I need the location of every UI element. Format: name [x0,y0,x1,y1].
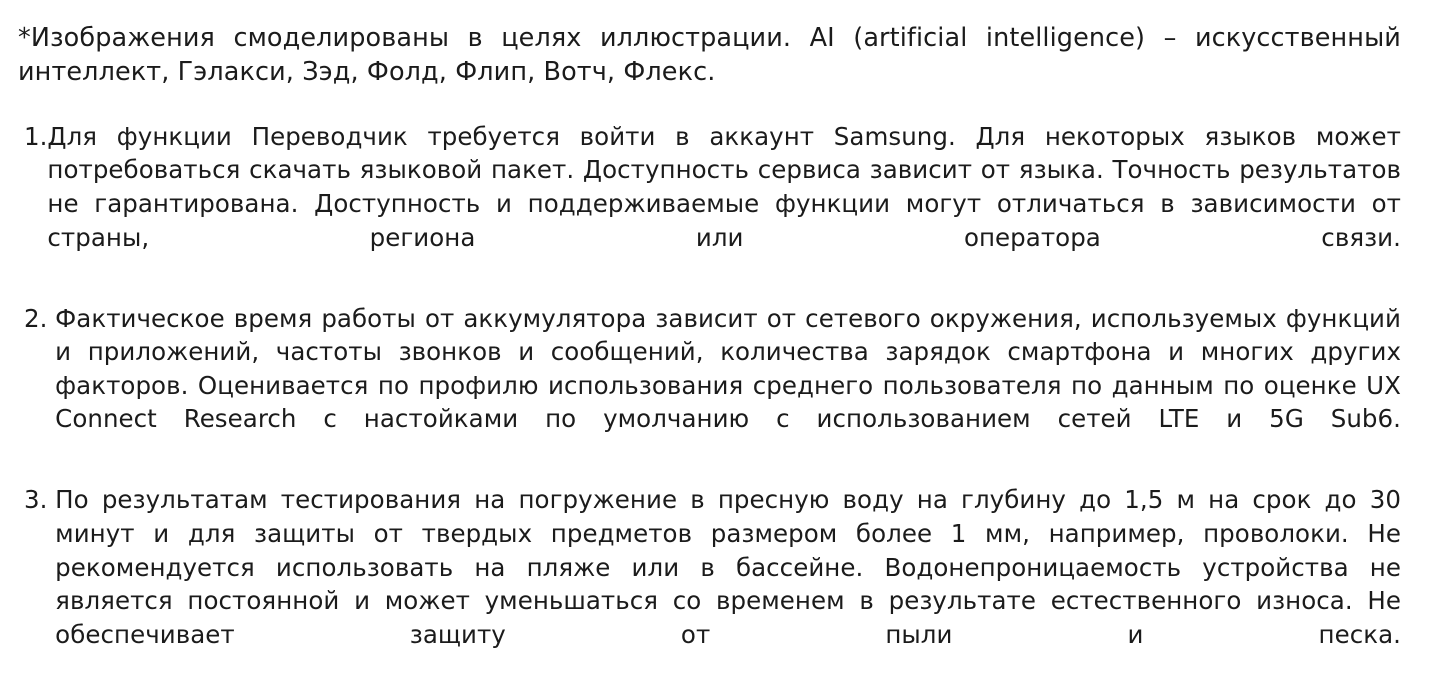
footnote-number: 3. [24,485,56,515]
illustration-disclaimer: *Изображения смоделированы в целях иллюстрации. AI (artificial intelligence) – искусственный интеллект, Гэлакси, Зэд, Фолд, Флип, Вотч, Флекс. [18,23,1401,87]
footnote-text: Для функции Переводчик требуется войти в аккаунт Samsung. Для некоторых языков может потребоваться скачать языковой пакет. Доступность сервиса зависит от языка. Точность результатов не гарантирована. Доступность и поддерживаемые функции могут отличаться в зависимости от страны, региона или оператора связи. [47,121,1401,252]
list-item [18,483,1401,684]
footnote-text: По результатам тестирования на погружение в пресную воду на глубину до 1,5 м на срок до 30 минут и для защиты от твердых предметов размером более 1 мм, например, проволоки. Не рекомендуется использовать на пляже или в бассейне. Водонепроницаемость устройства не является постоянной и может уменьшаться со временем в результате естественного износа. Не обеспечивает защиту от пыли и песка. [55,485,1401,649]
list-item [18,120,1401,288]
footnote-list [18,120,1401,685]
footnote-text: Фактическое время работы от аккумулятора зависит от сетевого окружения, используемых функций и приложений, частоты звонков и сообщений, количества зарядок смартфона и многих других факторов. Оценивается по профилю использования среднего пользователя по данным по оценке UX Connect Research с настойками по умолчанию с использованием сетей LTE и 5G Sub6. [55,303,1401,434]
list-item [18,302,1401,470]
footnote-number: 1. [24,121,48,151]
footnote-number: 2. [24,303,56,333]
